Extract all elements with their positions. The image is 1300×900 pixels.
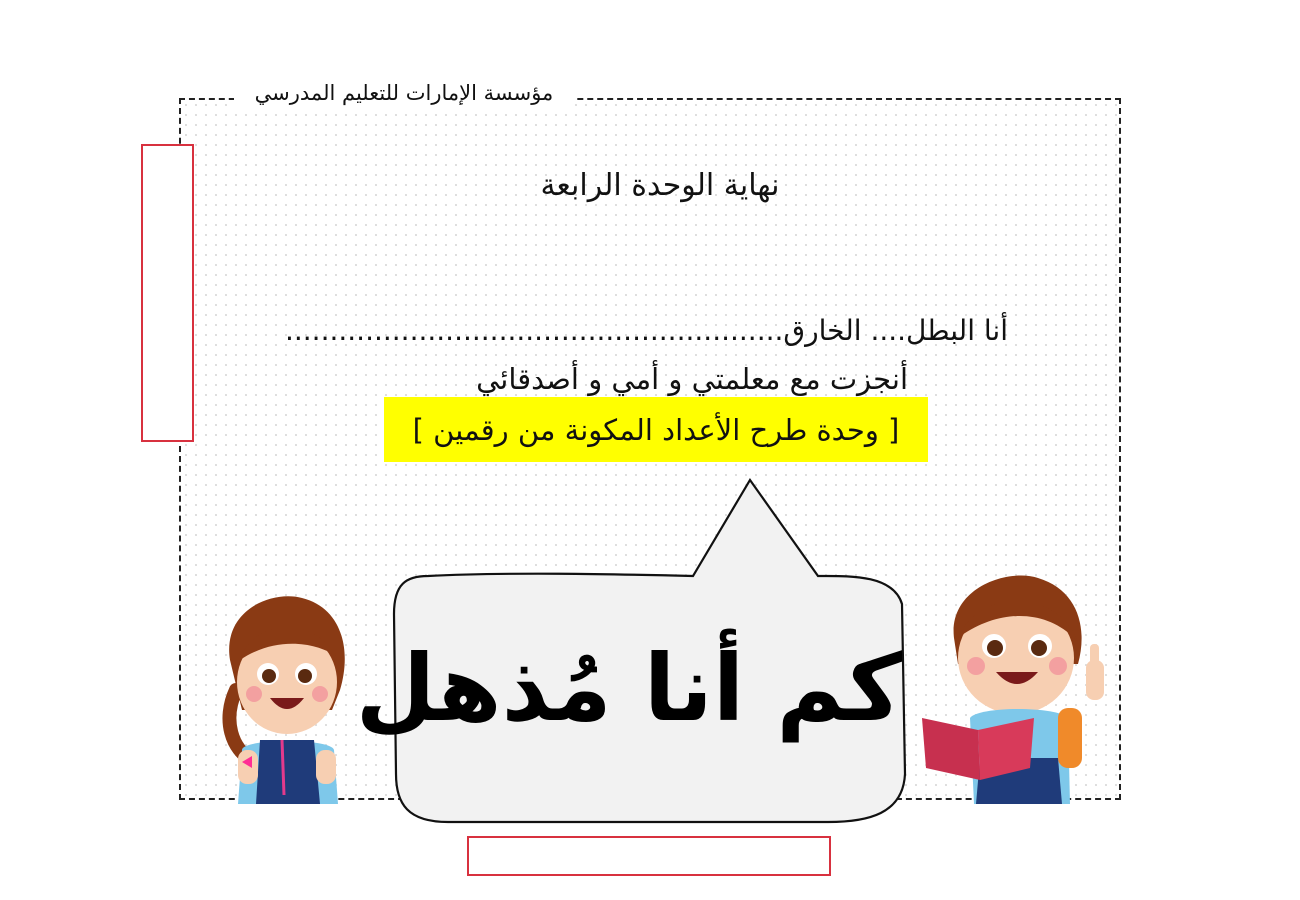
page-title: نهاية الوحدة الرابعة — [540, 168, 780, 203]
boy-student-with-book-icon — [918, 568, 1116, 804]
completed-text: أنجزت مع معلمتي و أمي و أصدقائي — [476, 362, 908, 396]
girl-student-icon — [212, 590, 362, 804]
hero-prefix: أنا البطل.... الخارق — [783, 314, 1008, 347]
unit-name-highlight: [ وحدة طرح الأعداد المكونة من رقمين ] — [384, 397, 928, 462]
name-input-box[interactable] — [467, 836, 831, 876]
hero-name-blank[interactable]: ........................................................ — [284, 314, 784, 347]
speech-bubble-text: كم أنا مُذهل — [355, 635, 902, 742]
organization-name: مؤسسة الإمارات للتعليم المدرسي — [234, 78, 574, 108]
hero-line — [285, 314, 1008, 347]
side-input-box[interactable] — [141, 144, 194, 442]
